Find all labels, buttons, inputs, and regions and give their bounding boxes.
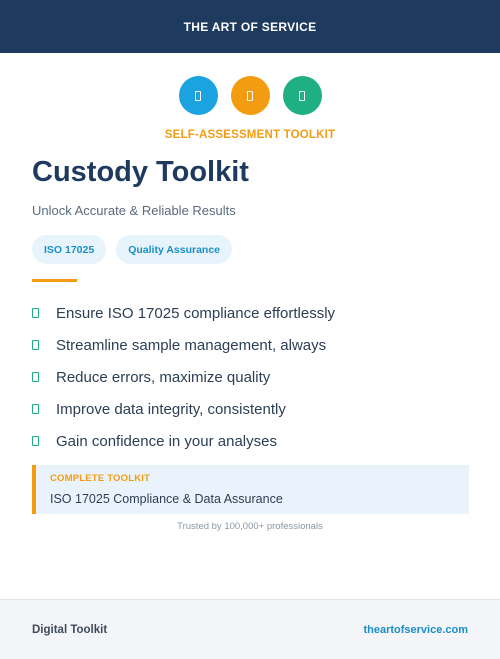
list-item	[32, 393, 335, 425]
trusted-note: Trusted by 100,000+ professionals	[177, 521, 323, 532]
list-item	[32, 425, 335, 457]
icon-row	[0, 76, 500, 115]
kicker-label: SELF-ASSESSMENT TOOLKIT	[164, 129, 336, 141]
document-icon	[179, 76, 218, 115]
chart-icon	[283, 76, 322, 115]
benefit-text: Reduce errors, maximize quality	[56, 368, 271, 386]
tag-list	[32, 235, 232, 264]
footer	[0, 599, 500, 659]
check-icon	[32, 340, 39, 350]
tag-iso-17025: ISO 17025	[32, 235, 106, 264]
benefit-text: Ensure ISO 17025 compliance effortlessly	[56, 304, 336, 322]
accent-divider	[32, 279, 77, 282]
list-item	[32, 329, 335, 361]
header-bar	[0, 0, 500, 53]
footer-label: Digital Toolkit	[32, 623, 108, 636]
check-icon	[32, 308, 39, 318]
list-item	[32, 361, 335, 393]
check-icon	[32, 372, 39, 382]
page-subtitle: Unlock Accurate & Reliable Results	[32, 203, 236, 218]
page-title: Custody Toolkit	[32, 156, 249, 188]
benefit-text: Improve data integrity, consistently	[56, 400, 286, 418]
benefit-text: Streamline sample management, always	[56, 336, 327, 354]
list-item	[32, 297, 335, 329]
checklist-icon	[231, 76, 270, 115]
benefit-text: Gain confidence in your analyses	[56, 432, 277, 450]
benefit-list	[32, 297, 335, 457]
tag-quality-assurance: Quality Assurance	[116, 235, 232, 264]
check-icon	[32, 436, 39, 446]
brand-name: THE ART OF SERVICE	[183, 19, 317, 34]
callout-label: COMPLETE TOOLKIT	[50, 473, 151, 484]
callout-text: ISO 17025 Compliance & Data Assurance	[50, 492, 283, 506]
check-icon	[32, 404, 39, 414]
toolkit-callout	[32, 465, 469, 514]
footer-website-link[interactable]: theartofservice.com	[363, 623, 468, 636]
